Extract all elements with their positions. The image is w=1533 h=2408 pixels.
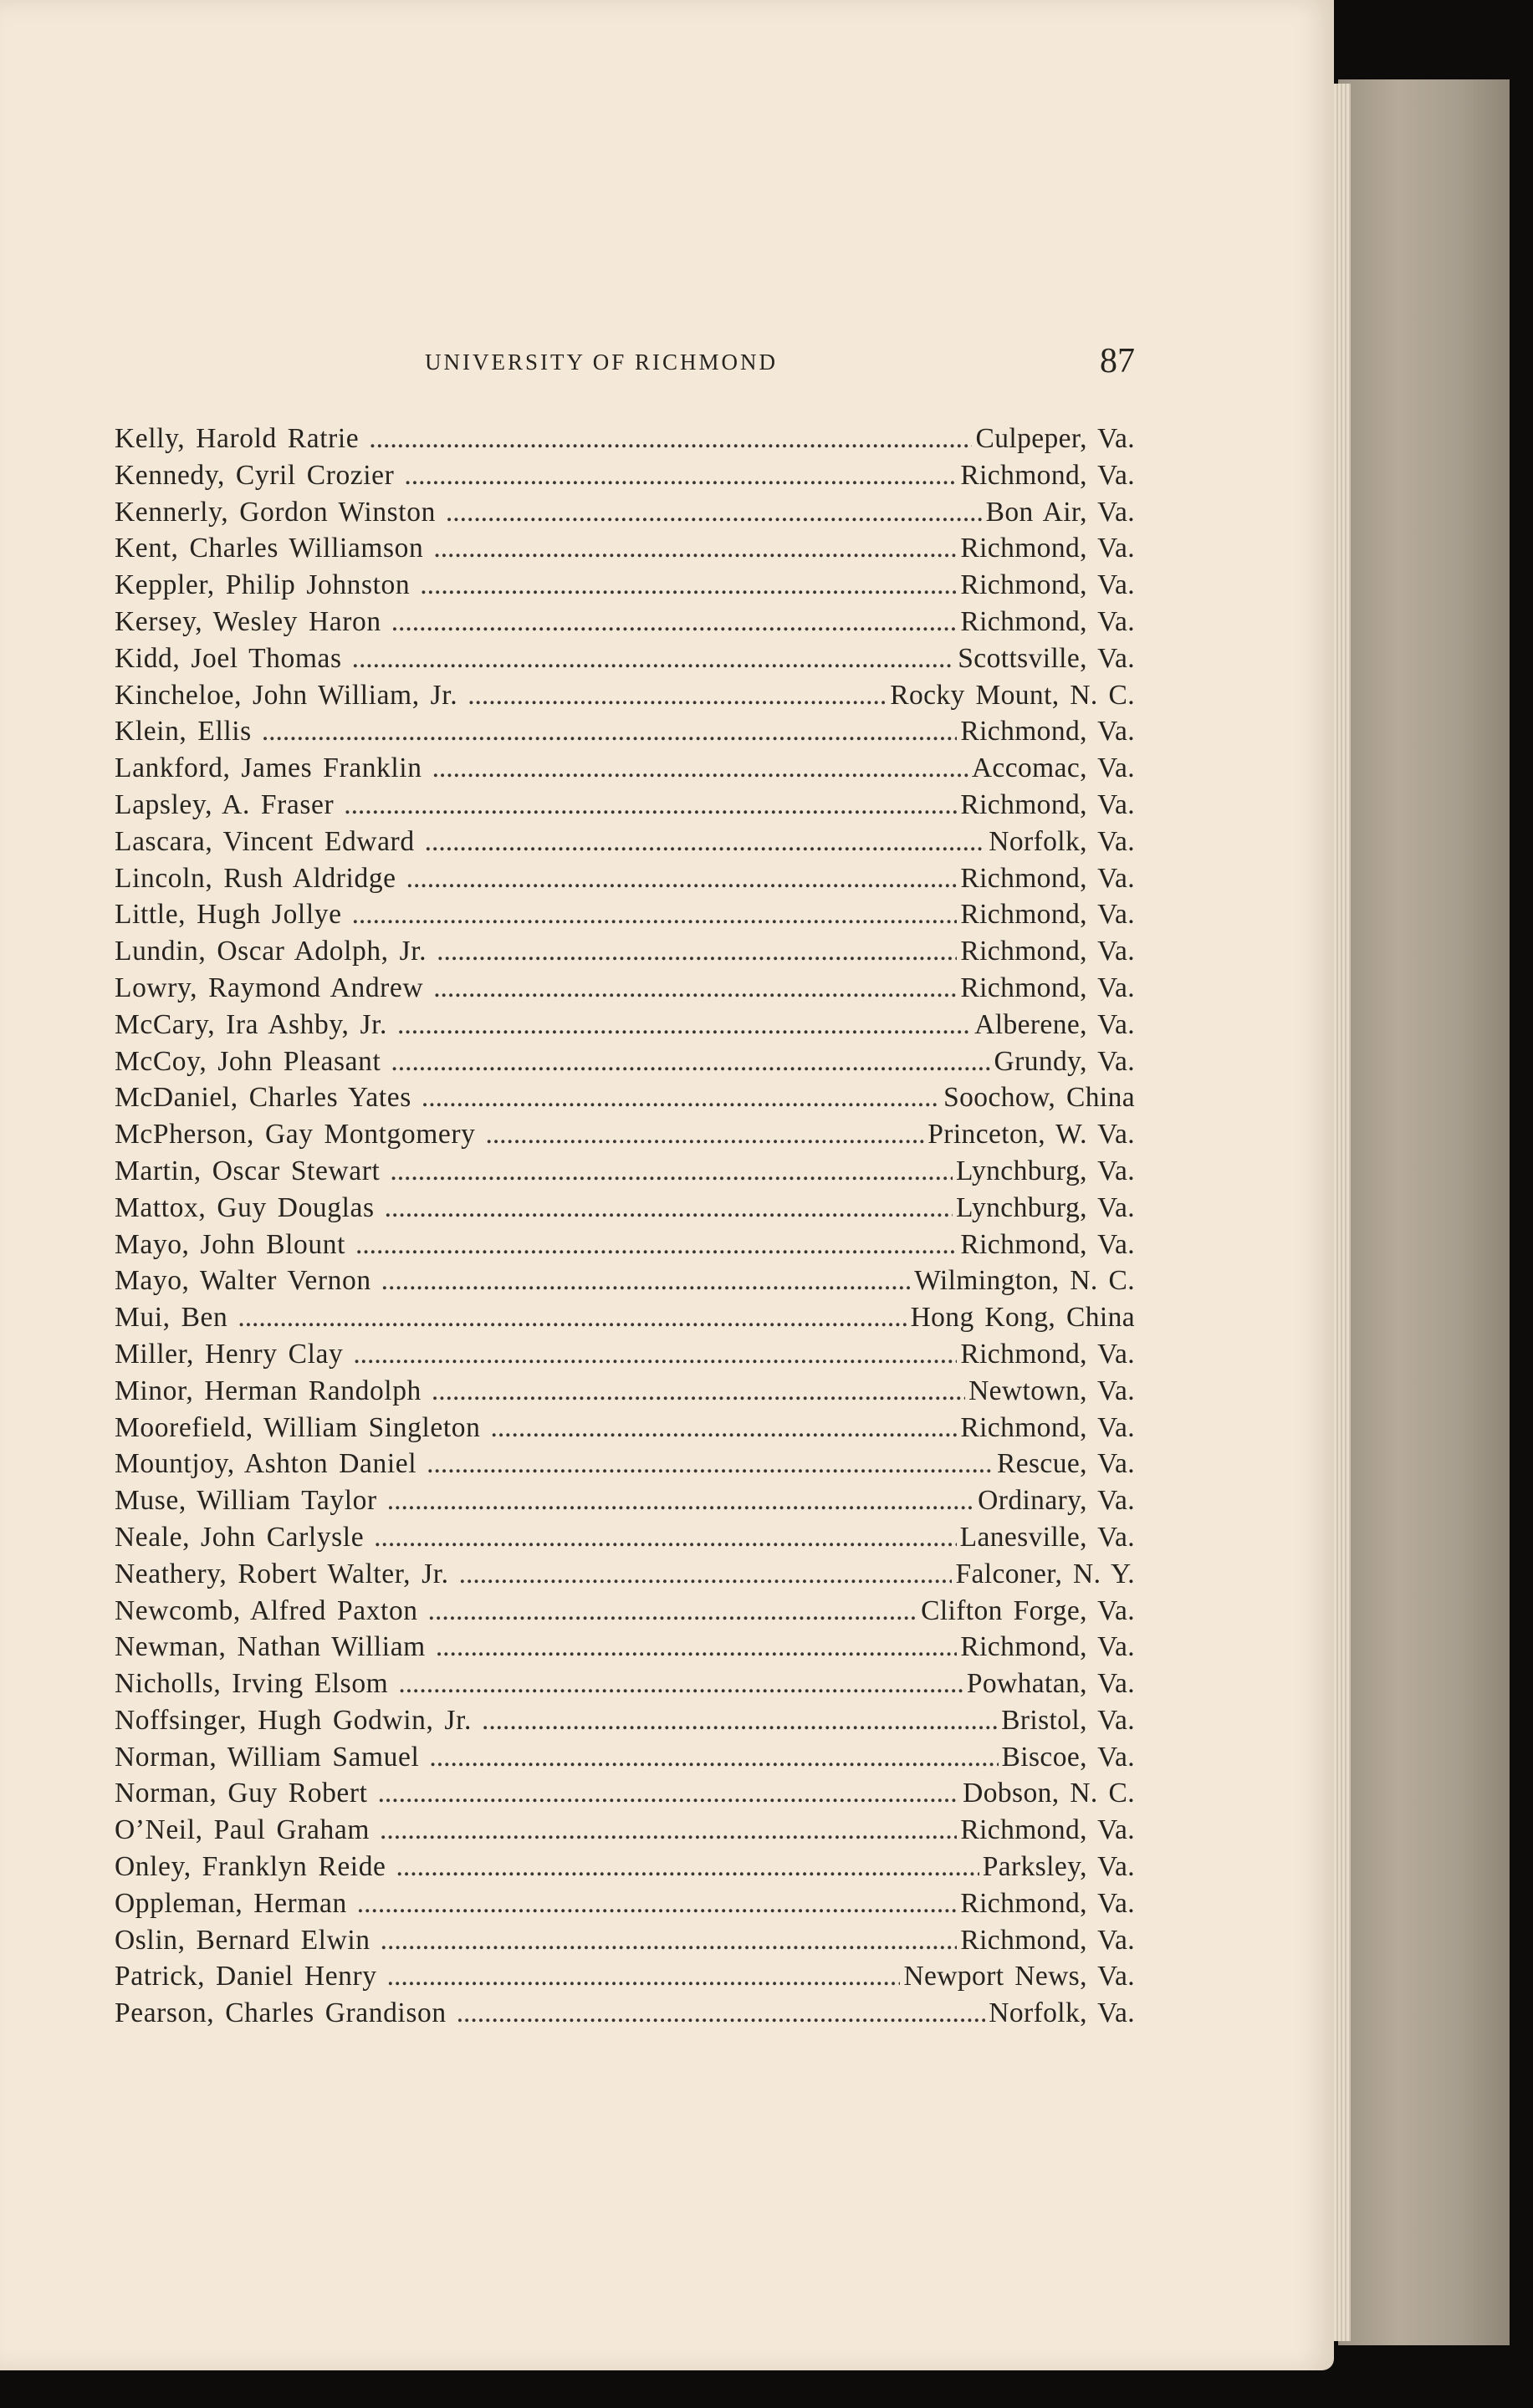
student-name: Newcomb, Alfred Paxton [115, 1594, 418, 1626]
dot-leader [396, 1849, 979, 1885]
hometown: Richmond, Va. [960, 1338, 1135, 1370]
list-item [115, 1739, 1135, 1776]
student-name: Moorefield, William Singleton [115, 1411, 481, 1443]
hometown: Bristol, Va. [1001, 1704, 1135, 1736]
dot-leader [425, 824, 986, 860]
student-name: Kennerly, Gordon Winston [115, 496, 436, 528]
list-item [115, 1007, 1135, 1043]
hometown: Lanesville, Va. [959, 1521, 1135, 1553]
dot-leader [357, 1885, 958, 1922]
student-name: McPherson, Gay Montgomery [115, 1119, 476, 1150]
hometown: Richmond, Va. [960, 1228, 1135, 1260]
dot-leader [397, 1007, 971, 1043]
dot-leader [381, 1263, 912, 1299]
hometown: Parksley, Va. [982, 1851, 1135, 1883]
student-name: Norman, Guy Robert [115, 1778, 368, 1809]
list-item [115, 1079, 1135, 1116]
list-item [115, 1373, 1135, 1410]
hometown: Richmond, Va. [960, 1924, 1135, 1956]
student-name: Onley, Franklyn Reide [115, 1851, 386, 1883]
page-number: 87 [1100, 342, 1135, 380]
dot-leader [422, 1079, 940, 1116]
student-name: Oslin, Bernard Elwin [115, 1924, 370, 1956]
student-name: Kersey, Wesley Haron [115, 605, 381, 637]
hometown: Bon Air, Va. [985, 496, 1135, 528]
student-name: Mayo, Walter Vernon [115, 1265, 371, 1297]
list-item [115, 640, 1135, 677]
student-name: Keppler, Philip Johnston [115, 569, 411, 601]
dot-leader [485, 1116, 924, 1153]
dot-leader [352, 896, 958, 933]
student-name: Lascara, Vincent Edward [115, 825, 415, 857]
dot-leader [432, 750, 968, 787]
hometown: Rocky Mount, N. C. [890, 679, 1135, 711]
list-item [115, 824, 1135, 860]
student-name: McCoy, John Pleasant [115, 1045, 381, 1077]
running-head-title: UNIVERSITY OF RICHMOND [425, 349, 779, 375]
student-name: Kidd, Joel Thomas [115, 642, 342, 674]
student-name: Newman, Nathan William [115, 1631, 426, 1663]
dot-leader [391, 1043, 990, 1080]
list-item [115, 860, 1135, 897]
student-name: McCary, Ira Ashby, Jr. [115, 1008, 388, 1040]
hometown: Richmond, Va. [960, 899, 1135, 931]
list-item [115, 494, 1135, 531]
list-item [115, 1299, 1135, 1336]
student-name: Minor, Herman Randolph [115, 1375, 422, 1406]
dot-leader [446, 494, 983, 531]
dot-leader [427, 1446, 994, 1482]
hometown: Falconer, N. Y. [955, 1558, 1135, 1589]
student-name: Lapsley, A. Fraser [115, 788, 335, 820]
student-name: McDaniel, Charles Yates [115, 1082, 411, 1114]
running-head [0, 343, 1334, 393]
dot-leader [420, 567, 957, 604]
hometown: Richmond, Va. [960, 936, 1135, 967]
list-item [115, 1995, 1135, 2032]
list-item [115, 1958, 1135, 1995]
dot-leader [380, 1812, 957, 1849]
dot-leader [387, 1958, 901, 1995]
dot-leader [238, 1299, 907, 1336]
list-item [115, 1519, 1135, 1556]
list-item [115, 1556, 1135, 1593]
hometown: Richmond, Va. [960, 533, 1135, 564]
list-item [115, 1482, 1135, 1519]
student-name: Muse, William Taylor [115, 1485, 377, 1517]
hometown: Lynchburg, Va. [955, 1155, 1135, 1186]
student-name: Lankford, James Franklin [115, 752, 422, 784]
hometown: Rescue, Va. [996, 1448, 1135, 1480]
dot-leader [353, 1336, 957, 1373]
list-item [115, 1116, 1135, 1153]
dot-leader [459, 1556, 953, 1593]
hometown: Richmond, Va. [960, 862, 1135, 894]
student-name: Norman, William Samuel [115, 1741, 420, 1773]
dot-leader [457, 1995, 986, 2032]
hometown: Grundy, Va. [994, 1045, 1135, 1077]
dot-leader [436, 1629, 958, 1666]
hometown: Norfolk, Va. [989, 1997, 1135, 2029]
student-name: Neale, John Carlysle [115, 1521, 365, 1553]
list-item [115, 1849, 1135, 1885]
hometown: Richmond, Va. [960, 972, 1135, 1003]
hometown: Newtown, Va. [968, 1375, 1135, 1406]
list-item [115, 970, 1135, 1007]
back-cover [1338, 79, 1510, 2345]
list-item [115, 1593, 1135, 1630]
dot-leader [432, 1373, 965, 1410]
list-item [115, 713, 1135, 750]
student-list [115, 421, 1135, 2032]
student-name: Klein, Ellis [115, 716, 252, 747]
list-item [115, 1885, 1135, 1922]
student-name: Mountjoy, Ashton Daniel [115, 1448, 417, 1480]
hometown: Princeton, W. Va. [927, 1119, 1135, 1150]
hometown: Richmond, Va. [960, 788, 1135, 820]
list-item [115, 604, 1135, 640]
hometown: Richmond, Va. [960, 569, 1135, 601]
list-item [115, 567, 1135, 604]
list-item [115, 1410, 1135, 1446]
dot-leader [374, 1519, 956, 1556]
student-name: Lincoln, Rush Aldridge [115, 862, 396, 894]
student-name: Pearson, Charles Grandison [115, 1997, 447, 2029]
dot-leader [429, 1739, 998, 1776]
dot-leader [482, 1702, 998, 1739]
dot-leader [355, 1227, 957, 1263]
list-item [115, 421, 1135, 457]
list-item [115, 677, 1135, 714]
hometown: Accomac, Va. [971, 752, 1135, 784]
dot-leader [437, 933, 957, 970]
list-item [115, 1666, 1135, 1702]
hometown: Richmond, Va. [960, 1411, 1135, 1443]
list-item [115, 1446, 1135, 1482]
dot-leader [468, 677, 887, 714]
list-item [115, 1153, 1135, 1190]
list-item [115, 933, 1135, 970]
hometown: Newport News, Va. [903, 1961, 1135, 1992]
student-name: Neathery, Robert Walter, Jr. [115, 1558, 449, 1589]
dot-leader [378, 1775, 960, 1812]
list-item [115, 1336, 1135, 1373]
student-name: Lundin, Oscar Adolph, Jr. [115, 936, 427, 967]
hometown: Ordinary, Va. [978, 1485, 1135, 1517]
dot-leader [385, 1190, 953, 1227]
dot-leader [428, 1593, 917, 1630]
hometown: Richmond, Va. [960, 605, 1135, 637]
hometown: Richmond, Va. [960, 459, 1135, 491]
dot-leader [387, 1482, 974, 1519]
list-item [115, 1263, 1135, 1299]
student-name: Little, Hugh Jollye [115, 899, 342, 931]
hometown: Culpeper, Va. [975, 423, 1135, 454]
hometown: Lynchburg, Va. [955, 1191, 1135, 1223]
dot-leader [404, 457, 957, 494]
hometown: Powhatan, Va. [966, 1668, 1135, 1700]
student-name: Kelly, Harold Ratrie [115, 423, 360, 454]
student-name: Nicholls, Irving Elsom [115, 1668, 389, 1700]
list-item [115, 457, 1135, 494]
dot-leader [433, 530, 957, 567]
list-item [115, 787, 1135, 824]
student-name: Kincheloe, John William, Jr. [115, 679, 458, 711]
student-name: Martin, Oscar Stewart [115, 1155, 381, 1186]
student-name: Mattox, Guy Douglas [115, 1191, 375, 1223]
hometown: Scottsville, Va. [958, 642, 1135, 674]
hometown: Clifton Forge, Va. [921, 1594, 1135, 1626]
list-item [115, 1227, 1135, 1263]
dot-leader [262, 713, 958, 750]
student-name: Kennedy, Cyril Crozier [115, 459, 395, 491]
list-item [115, 896, 1135, 933]
student-name: Lowry, Raymond Andrew [115, 972, 424, 1003]
dot-leader [490, 1410, 957, 1446]
hometown: Norfolk, Va. [989, 825, 1135, 857]
hometown: Soochow, China [943, 1082, 1135, 1114]
student-name: Mui, Ben [115, 1302, 228, 1334]
student-name: Oppleman, Herman [115, 1887, 347, 1919]
hometown: Wilmington, N. C. [914, 1265, 1135, 1297]
student-name: Kent, Charles Williamson [115, 533, 424, 564]
dot-leader [344, 787, 957, 824]
dot-leader [398, 1666, 963, 1702]
hometown: Richmond, Va. [960, 1887, 1135, 1919]
list-item [115, 1812, 1135, 1849]
list-item [115, 1702, 1135, 1739]
list-item [115, 1922, 1135, 1959]
hometown: Biscoe, Va. [1001, 1741, 1135, 1773]
student-name: Miller, Henry Clay [115, 1338, 344, 1370]
dot-leader [352, 640, 955, 677]
dot-leader [390, 1153, 953, 1190]
dot-leader [406, 860, 958, 897]
student-name: O’Neil, Paul Graham [115, 1814, 370, 1846]
hometown: Dobson, N. C. [963, 1778, 1135, 1809]
student-name: Mayo, John Blount [115, 1228, 345, 1260]
student-name: Noffsinger, Hugh Godwin, Jr. [115, 1704, 472, 1736]
student-name: Patrick, Daniel Henry [115, 1961, 377, 1992]
hometown: Richmond, Va. [960, 716, 1135, 747]
list-item [115, 1190, 1135, 1227]
dot-leader [433, 970, 957, 1007]
list-item [115, 750, 1135, 787]
dot-leader [369, 421, 972, 457]
hometown: Alberene, Va. [974, 1008, 1135, 1040]
hometown: Hong Kong, China [910, 1302, 1135, 1334]
list-item [115, 1043, 1135, 1080]
hometown: Richmond, Va. [960, 1631, 1135, 1663]
dot-leader [381, 1922, 958, 1959]
hometown: Richmond, Va. [960, 1814, 1135, 1846]
list-item [115, 1775, 1135, 1812]
list-item [115, 1629, 1135, 1666]
dot-leader [391, 604, 958, 640]
list-item [115, 530, 1135, 567]
